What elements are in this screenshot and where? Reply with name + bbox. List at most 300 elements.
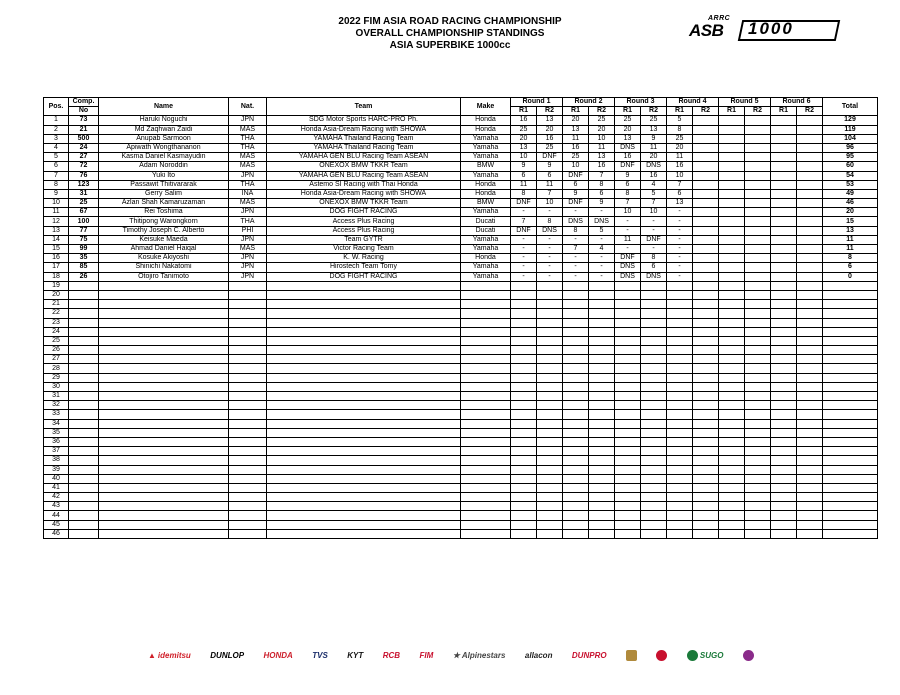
empty-cell xyxy=(797,346,823,355)
race-result-cell: 9 xyxy=(511,162,537,171)
empty-cell xyxy=(771,419,797,428)
empty-cell xyxy=(511,401,537,410)
make-cell: Honda xyxy=(461,180,511,189)
race-result-cell: 6 xyxy=(615,180,641,189)
empty-cell xyxy=(267,502,461,511)
empty-cell xyxy=(537,483,563,492)
empty-cell xyxy=(615,483,641,492)
empty-cell xyxy=(537,502,563,511)
race-result-cell: 11 xyxy=(615,235,641,244)
rider-name-cell: Rei Toshima xyxy=(99,208,229,217)
rider-name-cell: Anupab Sarmoon xyxy=(99,134,229,143)
sponsor-logo xyxy=(525,651,553,660)
empty-cell xyxy=(229,309,267,318)
table-row xyxy=(44,355,878,364)
race-result-cell xyxy=(771,272,797,281)
race-result-cell xyxy=(771,171,797,180)
empty-cell xyxy=(823,502,878,511)
nationality-cell: JPN xyxy=(229,263,267,272)
empty-cell xyxy=(511,529,537,538)
pos-cell: 2 xyxy=(44,125,69,134)
race-result-cell xyxy=(797,208,823,217)
empty-cell xyxy=(641,300,667,309)
empty-cell xyxy=(797,309,823,318)
pos-cell: 46 xyxy=(44,529,69,538)
empty-cell xyxy=(461,318,511,327)
empty-cell xyxy=(693,410,719,419)
empty-cell xyxy=(719,318,745,327)
make-cell: Yamaha xyxy=(461,245,511,254)
race-result-cell: 16 xyxy=(589,162,615,171)
empty-cell xyxy=(615,281,641,290)
empty-cell xyxy=(461,502,511,511)
empty-cell xyxy=(99,474,229,483)
table-row xyxy=(44,162,878,171)
empty-cell xyxy=(823,520,878,529)
empty-cell xyxy=(229,382,267,391)
empty-cell xyxy=(99,373,229,382)
empty-cell xyxy=(589,327,615,336)
race-result-cell: - xyxy=(563,235,589,244)
empty-cell xyxy=(267,309,461,318)
empty-cell xyxy=(745,511,771,520)
empty-cell xyxy=(461,327,511,336)
race-result-cell: - xyxy=(667,208,693,217)
empty-cell xyxy=(69,419,99,428)
empty-cell xyxy=(771,327,797,336)
empty-cell xyxy=(797,401,823,410)
empty-cell xyxy=(719,364,745,373)
empty-cell xyxy=(537,364,563,373)
total-points-cell: 8 xyxy=(823,254,878,263)
empty-cell xyxy=(719,428,745,437)
empty-cell xyxy=(461,520,511,529)
comp-no-cell: 67 xyxy=(69,208,99,217)
empty-cell xyxy=(229,373,267,382)
table-row xyxy=(44,465,878,474)
empty-cell xyxy=(641,493,667,502)
empty-cell xyxy=(589,502,615,511)
race-result-cell: 6 xyxy=(641,263,667,272)
empty-cell xyxy=(823,493,878,502)
total-points-cell: 119 xyxy=(823,125,878,134)
empty-cell xyxy=(667,355,693,364)
race-result-cell: - xyxy=(667,263,693,272)
race-result-cell: - xyxy=(589,263,615,272)
empty-cell xyxy=(99,410,229,419)
sponsor-logo xyxy=(419,651,433,660)
empty-cell xyxy=(641,428,667,437)
race-result-cell: 5 xyxy=(641,189,667,198)
empty-cell xyxy=(511,355,537,364)
empty-cell xyxy=(563,309,589,318)
empty-cell xyxy=(461,493,511,502)
race-result-cell: 13 xyxy=(667,199,693,208)
empty-cell xyxy=(69,520,99,529)
race-result-cell: 25 xyxy=(537,143,563,152)
empty-cell xyxy=(693,465,719,474)
race-result-cell xyxy=(693,189,719,198)
empty-cell xyxy=(823,474,878,483)
logo-1000-text: 1000 xyxy=(748,19,794,38)
empty-cell xyxy=(693,474,719,483)
empty-cell xyxy=(267,346,461,355)
empty-cell xyxy=(615,336,641,345)
team-cell: SDG Motor Sports HARC-PRO Ph. xyxy=(267,116,461,125)
empty-cell xyxy=(641,392,667,401)
team-cell: ONEXOX BMW TKKR Team xyxy=(267,199,461,208)
empty-cell xyxy=(823,437,878,446)
empty-cell xyxy=(537,336,563,345)
race-result-cell: 11 xyxy=(641,143,667,152)
empty-cell xyxy=(563,290,589,299)
empty-cell xyxy=(99,401,229,410)
nationality-cell: THA xyxy=(229,134,267,143)
table-row xyxy=(44,180,878,189)
race-result-cell xyxy=(693,125,719,134)
empty-cell xyxy=(771,410,797,419)
empty-cell xyxy=(693,346,719,355)
empty-cell xyxy=(667,346,693,355)
empty-cell xyxy=(589,483,615,492)
empty-cell xyxy=(461,529,511,538)
empty-cell xyxy=(69,483,99,492)
col-r2: R2 xyxy=(693,107,719,116)
empty-cell xyxy=(267,483,461,492)
race-result-cell: 13 xyxy=(511,143,537,152)
race-result-cell xyxy=(719,153,745,162)
race-result-cell xyxy=(771,263,797,272)
empty-cell xyxy=(615,300,641,309)
empty-cell xyxy=(797,493,823,502)
empty-cell xyxy=(641,336,667,345)
empty-cell xyxy=(641,346,667,355)
empty-cell xyxy=(641,520,667,529)
empty-cell xyxy=(615,456,641,465)
empty-cell xyxy=(69,493,99,502)
empty-cell xyxy=(797,373,823,382)
empty-cell xyxy=(229,336,267,345)
empty-cell xyxy=(537,355,563,364)
empty-cell xyxy=(641,456,667,465)
race-result-cell: - xyxy=(667,254,693,263)
race-result-cell xyxy=(745,254,771,263)
race-result-cell: - xyxy=(615,226,641,235)
empty-cell xyxy=(563,493,589,502)
empty-cell xyxy=(537,447,563,456)
make-cell: Ducati xyxy=(461,226,511,235)
race-result-cell: - xyxy=(537,245,563,254)
team-cell: Team GYTR xyxy=(267,235,461,244)
race-result-cell xyxy=(745,226,771,235)
team-cell: YAMAHA GEN BLU Racing Team ASEAN xyxy=(267,153,461,162)
race-result-cell: DNF xyxy=(563,171,589,180)
empty-cell xyxy=(719,447,745,456)
empty-cell xyxy=(511,373,537,382)
total-points-cell: 11 xyxy=(823,245,878,254)
race-result-cell: 8 xyxy=(667,125,693,134)
empty-cell xyxy=(719,346,745,355)
empty-cell xyxy=(771,465,797,474)
empty-cell xyxy=(667,300,693,309)
comp-no-cell: 77 xyxy=(69,226,99,235)
rider-name-cell: Haruki Noguchi xyxy=(99,116,229,125)
empty-cell xyxy=(229,346,267,355)
nationality-cell: MAS xyxy=(229,153,267,162)
empty-cell xyxy=(823,483,878,492)
empty-cell xyxy=(745,529,771,538)
race-result-cell: 6 xyxy=(563,180,589,189)
rider-name-cell: Shinichi Nakatomi xyxy=(99,263,229,272)
empty-cell xyxy=(461,382,511,391)
empty-cell xyxy=(667,281,693,290)
table-row xyxy=(44,217,878,226)
empty-cell xyxy=(823,428,878,437)
empty-cell xyxy=(229,483,267,492)
class-title: ASIA SUPERBIKE 1000cc xyxy=(389,40,511,51)
col-comp: Comp. xyxy=(69,98,99,107)
race-result-cell: 13 xyxy=(537,116,563,125)
sponsor-name: RCB xyxy=(382,650,401,660)
race-result-cell: 8 xyxy=(511,189,537,198)
make-cell: BMW xyxy=(461,162,511,171)
race-result-cell: 8 xyxy=(537,217,563,226)
empty-cell xyxy=(693,401,719,410)
empty-cell xyxy=(745,318,771,327)
empty-cell xyxy=(615,520,641,529)
empty-cell xyxy=(589,529,615,538)
empty-cell xyxy=(99,511,229,520)
empty-cell xyxy=(693,493,719,502)
empty-cell xyxy=(589,493,615,502)
empty-cell xyxy=(797,502,823,511)
empty-cell xyxy=(667,373,693,382)
pos-cell: 6 xyxy=(44,162,69,171)
empty-cell xyxy=(589,281,615,290)
empty-cell xyxy=(537,290,563,299)
empty-cell xyxy=(745,502,771,511)
table-row xyxy=(44,309,878,318)
empty-cell xyxy=(461,447,511,456)
table-row xyxy=(44,428,878,437)
comp-no-cell: 27 xyxy=(69,153,99,162)
empty-cell xyxy=(511,318,537,327)
comp-no-cell: 26 xyxy=(69,272,99,281)
empty-cell xyxy=(615,392,641,401)
race-result-cell: 20 xyxy=(667,143,693,152)
table-row xyxy=(44,502,878,511)
empty-cell xyxy=(461,401,511,410)
pos-cell: 31 xyxy=(44,392,69,401)
empty-cell xyxy=(667,327,693,336)
race-result-cell xyxy=(719,143,745,152)
empty-cell xyxy=(771,493,797,502)
nationality-cell: INA xyxy=(229,189,267,198)
rider-name-cell: Apiwath Wongthananon xyxy=(99,143,229,152)
pos-cell: 19 xyxy=(44,281,69,290)
total-points-cell: 49 xyxy=(823,189,878,198)
race-result-cell: 7 xyxy=(615,199,641,208)
empty-cell xyxy=(589,346,615,355)
empty-cell xyxy=(511,290,537,299)
empty-cell xyxy=(267,382,461,391)
empty-cell xyxy=(267,419,461,428)
empty-cell xyxy=(823,318,878,327)
empty-cell xyxy=(719,529,745,538)
empty-cell xyxy=(69,309,99,318)
table-row xyxy=(44,263,878,272)
table-body xyxy=(44,116,878,539)
empty-cell xyxy=(99,437,229,446)
pos-cell: 32 xyxy=(44,401,69,410)
table-row xyxy=(44,235,878,244)
empty-cell xyxy=(667,336,693,345)
col-nat: Nat. xyxy=(229,98,267,116)
empty-cell xyxy=(771,355,797,364)
comp-no-cell: 500 xyxy=(69,134,99,143)
table-row xyxy=(44,290,878,299)
empty-cell xyxy=(563,318,589,327)
col-pos: Pos. xyxy=(44,98,69,116)
pos-cell: 22 xyxy=(44,309,69,318)
table-row xyxy=(44,392,878,401)
race-result-cell: 9 xyxy=(615,171,641,180)
empty-cell xyxy=(745,355,771,364)
empty-cell xyxy=(537,327,563,336)
empty-cell xyxy=(667,419,693,428)
race-result-cell: 11 xyxy=(589,143,615,152)
empty-cell xyxy=(461,410,511,419)
empty-cell xyxy=(615,355,641,364)
sponsor-strip xyxy=(148,647,754,663)
empty-cell xyxy=(99,465,229,474)
empty-cell xyxy=(229,355,267,364)
table-row xyxy=(44,245,878,254)
race-result-cell: 7 xyxy=(511,217,537,226)
empty-cell xyxy=(99,281,229,290)
race-result-cell xyxy=(719,134,745,143)
empty-cell xyxy=(719,355,745,364)
empty-cell xyxy=(615,428,641,437)
pos-cell: 35 xyxy=(44,428,69,437)
race-result-cell: 10 xyxy=(641,208,667,217)
empty-cell xyxy=(267,410,461,419)
sponsor-name: TVS xyxy=(312,650,328,660)
race-result-cell: - xyxy=(615,245,641,254)
race-result-cell xyxy=(745,180,771,189)
nationality-cell: MAS xyxy=(229,125,267,134)
rider-name-cell: Azlan Shah Kamaruzaman xyxy=(99,199,229,208)
empty-cell xyxy=(771,281,797,290)
rider-name-cell: Adam Noroddin xyxy=(99,162,229,171)
empty-cell xyxy=(511,346,537,355)
nationality-cell: THA xyxy=(229,217,267,226)
race-result-cell: DNS xyxy=(641,272,667,281)
race-result-cell: - xyxy=(641,226,667,235)
empty-cell xyxy=(537,373,563,382)
empty-cell xyxy=(99,300,229,309)
empty-cell xyxy=(537,346,563,355)
empty-cell xyxy=(641,419,667,428)
empty-cell xyxy=(69,447,99,456)
race-result-cell: 10 xyxy=(537,199,563,208)
empty-cell xyxy=(511,447,537,456)
empty-cell xyxy=(267,529,461,538)
empty-cell xyxy=(589,373,615,382)
empty-cell xyxy=(641,355,667,364)
empty-cell xyxy=(719,410,745,419)
empty-cell xyxy=(771,474,797,483)
pos-cell: 23 xyxy=(44,318,69,327)
race-result-cell xyxy=(771,180,797,189)
empty-cell xyxy=(461,474,511,483)
make-cell: Ducati xyxy=(461,217,511,226)
empty-cell xyxy=(69,281,99,290)
pos-cell: 15 xyxy=(44,245,69,254)
empty-cell xyxy=(771,364,797,373)
empty-cell xyxy=(771,300,797,309)
race-result-cell: 20 xyxy=(511,134,537,143)
empty-cell xyxy=(797,392,823,401)
team-cell: YAMAHA GEN BLU Racing Team ASEAN xyxy=(267,171,461,180)
make-cell: Yamaha xyxy=(461,272,511,281)
empty-cell xyxy=(719,401,745,410)
empty-cell xyxy=(99,290,229,299)
sponsor-logo xyxy=(383,651,400,660)
table-row xyxy=(44,474,878,483)
empty-cell xyxy=(667,520,693,529)
empty-cell xyxy=(511,456,537,465)
race-result-cell: DNF xyxy=(641,235,667,244)
make-cell: BMW xyxy=(461,199,511,208)
empty-cell xyxy=(823,382,878,391)
total-points-cell: 104 xyxy=(823,134,878,143)
table-row xyxy=(44,281,878,290)
pos-cell: 40 xyxy=(44,474,69,483)
empty-cell xyxy=(99,456,229,465)
empty-cell xyxy=(537,401,563,410)
comp-no-cell: 31 xyxy=(69,189,99,198)
race-result-cell xyxy=(797,162,823,171)
empty-cell xyxy=(615,364,641,373)
sponsor-name: DUNLOP xyxy=(210,650,245,660)
empty-cell xyxy=(563,373,589,382)
empty-cell xyxy=(771,456,797,465)
empty-cell xyxy=(719,309,745,318)
empty-cell xyxy=(461,290,511,299)
circle-icon xyxy=(687,650,698,661)
empty-cell xyxy=(537,318,563,327)
race-result-cell: DNS xyxy=(615,263,641,272)
race-result-cell xyxy=(745,189,771,198)
race-result-cell xyxy=(771,189,797,198)
empty-cell xyxy=(99,309,229,318)
race-result-cell xyxy=(771,254,797,263)
empty-cell xyxy=(511,520,537,529)
race-result-cell: - xyxy=(667,217,693,226)
empty-cell xyxy=(229,437,267,446)
empty-cell xyxy=(667,493,693,502)
empty-cell xyxy=(69,336,99,345)
race-result-cell xyxy=(745,125,771,134)
rider-name-cell: Otojiro Tanimoto xyxy=(99,272,229,281)
col-r2: R2 xyxy=(745,107,771,116)
col-make: Make xyxy=(461,98,511,116)
comp-no-cell: 21 xyxy=(69,125,99,134)
empty-cell xyxy=(667,483,693,492)
table-row xyxy=(44,336,878,345)
col-r1: R1 xyxy=(771,107,797,116)
